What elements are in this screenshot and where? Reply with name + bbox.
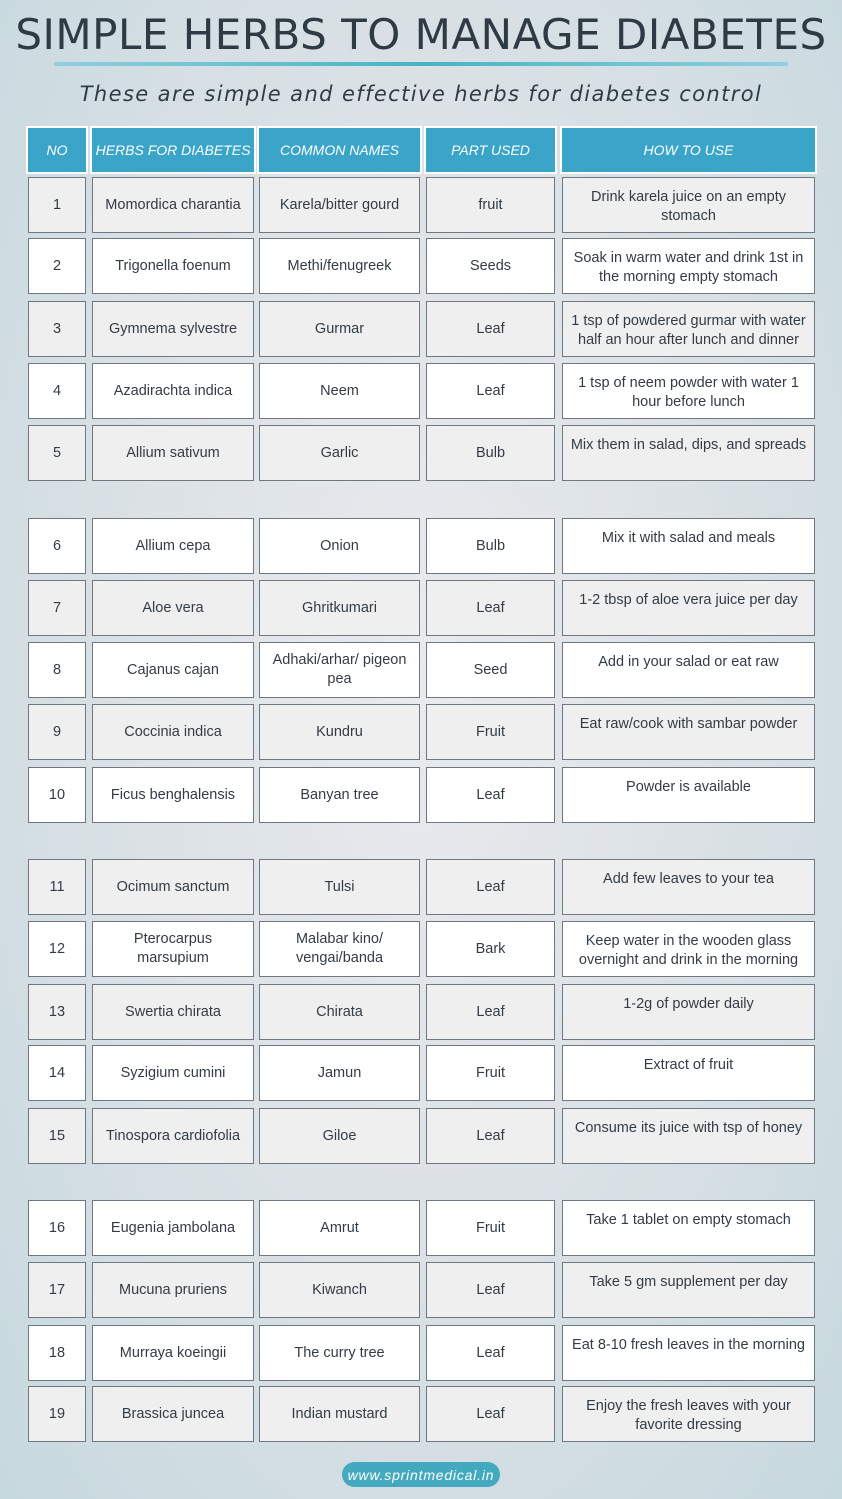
cell-herb: Ocimum sanctum: [92, 859, 254, 915]
cell-how-to-use: Drink karela juice on an empty stomach: [562, 177, 815, 233]
cell-common-name: Banyan tree: [259, 767, 420, 823]
cell-no: 11: [28, 859, 86, 915]
cell-herb: Trigonella foenum: [92, 238, 254, 294]
cell-herb: Murraya koeingii: [92, 1325, 254, 1381]
header-common-names: COMMON NAMES: [259, 128, 420, 172]
cell-no: 17: [28, 1262, 86, 1318]
cell-no: 13: [28, 984, 86, 1040]
cell-part-used: Seed: [426, 642, 555, 698]
cell-how-to-use: Eat 8-10 fresh leaves in the morning: [562, 1325, 815, 1381]
header-how-to-use: HOW TO USE: [562, 128, 815, 172]
cell-common-name: Malabar kino/ vengai/banda: [259, 921, 420, 977]
cell-part-used: Leaf: [426, 1386, 555, 1442]
cell-how-to-use: Keep water in the wooden glass overnight and drink in the morning: [562, 921, 815, 977]
cell-no: 10: [28, 767, 86, 823]
cell-how-to-use: Add in your salad or eat raw: [562, 642, 815, 698]
cell-how-to-use: Add few leaves to your tea: [562, 859, 815, 915]
cell-part-used: Bulb: [426, 425, 555, 481]
cell-part-used: Leaf: [426, 1325, 555, 1381]
cell-no: 4: [28, 363, 86, 419]
cell-no: 9: [28, 704, 86, 760]
cell-how-to-use: Take 5 gm supplement per day: [562, 1262, 815, 1318]
cell-no: 18: [28, 1325, 86, 1381]
cell-part-used: Leaf: [426, 363, 555, 419]
cell-common-name: Kiwanch: [259, 1262, 420, 1318]
cell-part-used: Fruit: [426, 1200, 555, 1256]
cell-part-used: Fruit: [426, 704, 555, 760]
website-link[interactable]: www.sprintmedical.in: [342, 1462, 500, 1487]
cell-common-name: Methi/fenugreek: [259, 238, 420, 294]
header-part-used: PART USED: [426, 128, 555, 172]
cell-how-to-use: Extract of fruit: [562, 1045, 815, 1101]
cell-common-name: Kundru: [259, 704, 420, 760]
cell-no: 12: [28, 921, 86, 977]
cell-no: 6: [28, 518, 86, 574]
page-title: SIMPLE HERBS TO MANAGE DIABETES: [15, 10, 827, 59]
cell-part-used: Bark: [426, 921, 555, 977]
cell-common-name: Gurmar: [259, 301, 420, 357]
cell-herb: Cajanus cajan: [92, 642, 254, 698]
title-underline: [54, 62, 788, 66]
cell-herb: Swertia chirata: [92, 984, 254, 1040]
cell-herb: Aloe vera: [92, 580, 254, 636]
cell-how-to-use: Enjoy the fresh leaves with your favorite dressing: [562, 1386, 815, 1442]
cell-common-name: Amrut: [259, 1200, 420, 1256]
cell-how-to-use: 1-2 tbsp of aloe vera juice per day: [562, 580, 815, 636]
cell-common-name: Jamun: [259, 1045, 420, 1101]
cell-no: 1: [28, 177, 86, 233]
cell-herb: Allium cepa: [92, 518, 254, 574]
cell-common-name: Ghritkumari: [259, 580, 420, 636]
cell-part-used: Leaf: [426, 301, 555, 357]
cell-how-to-use: Eat raw/cook with sambar powder: [562, 704, 815, 760]
cell-common-name: Chirata: [259, 984, 420, 1040]
cell-herb: Syzigium cumini: [92, 1045, 254, 1101]
cell-common-name: The curry tree: [259, 1325, 420, 1381]
cell-herb: Azadirachta indica: [92, 363, 254, 419]
cell-no: 15: [28, 1108, 86, 1164]
cell-no: 14: [28, 1045, 86, 1101]
cell-no: 8: [28, 642, 86, 698]
cell-herb: Eugenia jambolana: [92, 1200, 254, 1256]
cell-herb: Allium sativum: [92, 425, 254, 481]
cell-part-used: Leaf: [426, 859, 555, 915]
cell-herb: Momordica charantia: [92, 177, 254, 233]
cell-part-used: Leaf: [426, 767, 555, 823]
cell-herb: Tinospora cardiofolia: [92, 1108, 254, 1164]
cell-no: 2: [28, 238, 86, 294]
cell-part-used: Leaf: [426, 580, 555, 636]
cell-herb: Mucuna pruriens: [92, 1262, 254, 1318]
cell-part-used: Leaf: [426, 984, 555, 1040]
cell-how-to-use: Mix it with salad and meals: [562, 518, 815, 574]
cell-part-used: Bulb: [426, 518, 555, 574]
cell-how-to-use: Powder is available: [562, 767, 815, 823]
cell-herb: Gymnema sylvestre: [92, 301, 254, 357]
page-subtitle: These are simple and effective herbs for diabetes control: [79, 82, 763, 106]
cell-part-used: Leaf: [426, 1262, 555, 1318]
cell-part-used: Seeds: [426, 238, 555, 294]
cell-how-to-use: 1 tsp of neem powder with water 1 hour before lunch: [562, 363, 815, 419]
cell-part-used: fruit: [426, 177, 555, 233]
cell-common-name: Indian mustard: [259, 1386, 420, 1442]
cell-herb: Pterocarpus marsupium: [92, 921, 254, 977]
cell-no: 5: [28, 425, 86, 481]
header-no: NO: [28, 128, 86, 172]
cell-part-used: Fruit: [426, 1045, 555, 1101]
cell-common-name: Karela/bitter gourd: [259, 177, 420, 233]
cell-common-name: Neem: [259, 363, 420, 419]
cell-part-used: Leaf: [426, 1108, 555, 1164]
cell-common-name: Onion: [259, 518, 420, 574]
cell-no: 3: [28, 301, 86, 357]
cell-how-to-use: 1-2g of powder daily: [562, 984, 815, 1040]
cell-common-name: Adhaki/arhar/ pigeon pea: [259, 642, 420, 698]
cell-common-name: Garlic: [259, 425, 420, 481]
cell-herb: Brassica juncea: [92, 1386, 254, 1442]
cell-how-to-use: Consume its juice with tsp of honey: [562, 1108, 815, 1164]
cell-no: 19: [28, 1386, 86, 1442]
cell-herb: Ficus benghalensis: [92, 767, 254, 823]
cell-no: 16: [28, 1200, 86, 1256]
cell-no: 7: [28, 580, 86, 636]
cell-how-to-use: Soak in warm water and drink 1st in the morning empty stomach: [562, 238, 815, 294]
cell-how-to-use: 1 tsp of powdered gurmar with water half an hour after lunch and dinner: [562, 301, 815, 357]
header-herbs: HERBS FOR DIABETES: [92, 128, 254, 172]
cell-common-name: Giloe: [259, 1108, 420, 1164]
cell-common-name: Tulsi: [259, 859, 420, 915]
cell-how-to-use: Mix them in salad, dips, and spreads: [562, 425, 815, 481]
cell-how-to-use: Take 1 tablet on empty stomach: [562, 1200, 815, 1256]
cell-herb: Coccinia indica: [92, 704, 254, 760]
